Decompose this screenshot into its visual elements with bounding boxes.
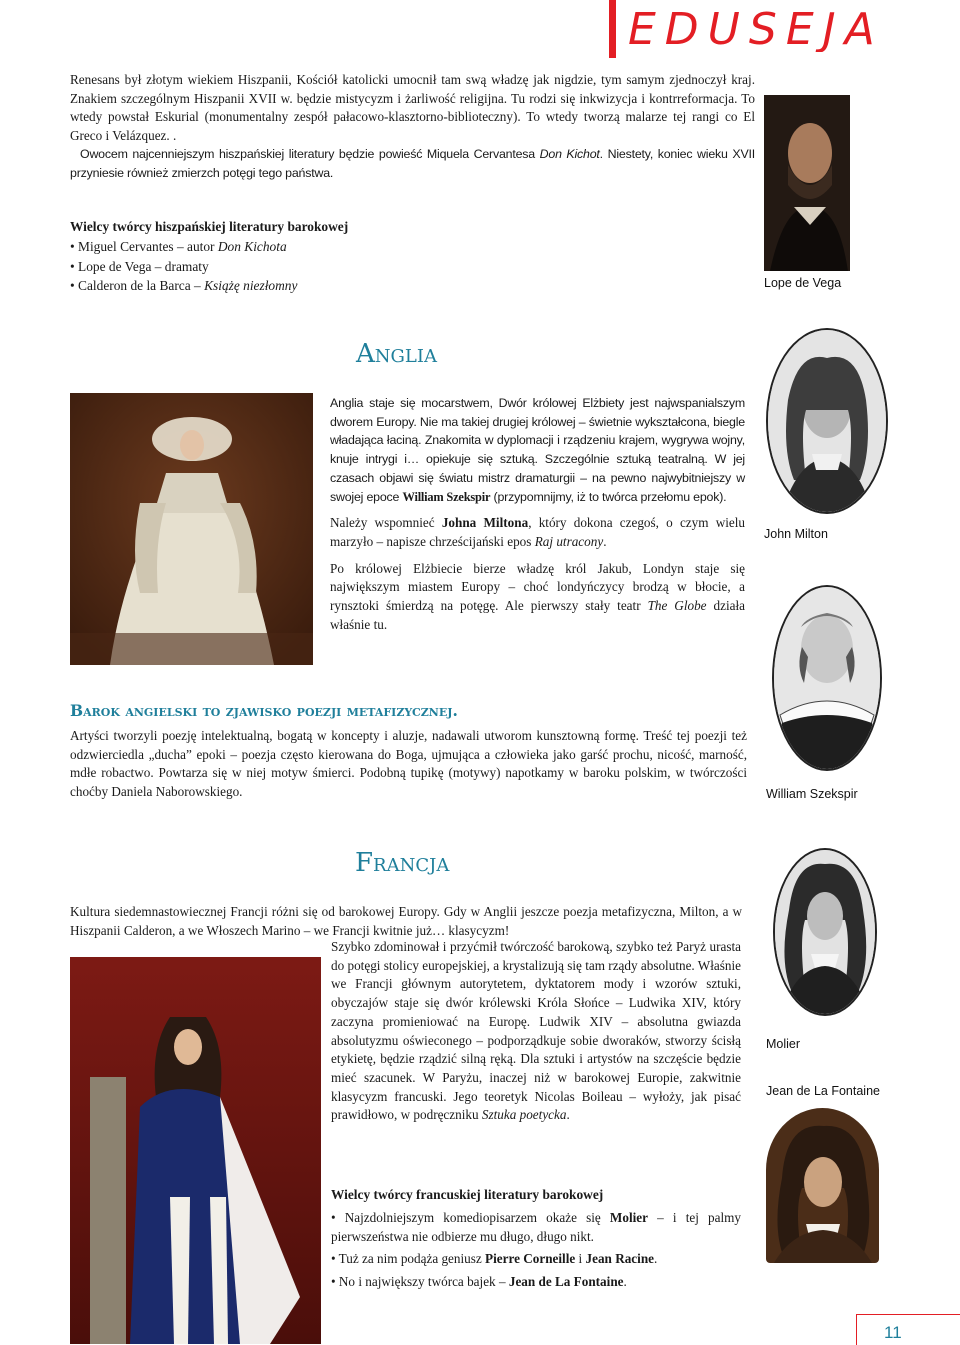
heading-francja: Francja (355, 848, 450, 878)
england-paragraph-3: Po królowej Elżbiecie bierze władzę król Jakub, Londyn staje się największym miastem Europy – choć londyńczycy brodzą w błocie, a rynsztoki śmierdzą na potęgę. Ale pierwszy stały teatr The Globe działa właśnie tu. (330, 560, 745, 632)
spain-writers-list (70, 217, 690, 296)
lope-de-vega-portrait (764, 95, 850, 271)
heading-anglia: Anglia (356, 339, 437, 369)
heading-barok-angielski: Barok angielski to zjawisko poezji metafizycznej. (70, 701, 458, 720)
page-number: 11 (884, 1323, 902, 1342)
caption-moliere: Molier (766, 1037, 801, 1051)
header-red-tab (609, 0, 616, 58)
moliere-portrait (773, 848, 877, 1016)
caption-john-milton: John Milton (764, 527, 828, 541)
spain-intro: Renesans był złotym wiekiem Hiszpanii, Kościół katolicki umocnił tam swą władzę jak nigdzie, tym samym zjednoczył kraj. Znakiem szczególnym Hiszpanii XVII w. będzie mistycyzm i żarliwość religijna. Tu rodzi się inkwizycja i kontrreformacja. To wtedy powstał Eskurial (monumentalny zespół pałacowo-klasztorno-biblioteczny). To wtedy tworzą malarze tej rangi co El Greco i Velázquez. . Owocem najcenniejszym hiszpańskiej literatury będzie powieść Miquela Cervantesa Don Kichot. Niestety, koniec wieku XVII przyniesie również zmierzch potęgi tego państwa. (70, 72, 755, 180)
list-item: • Najzdolniejszym komediopisarzem okaże się Molier – i tej palmy pierwszeństwa nie odbierze mu długo, długo nikt. (331, 1210, 742, 1244)
list-item: • Lope de Vega – dramaty (70, 258, 209, 274)
list-item: • Tuż za nim podąża geniusz Pierre Corneille i Jean Racine. (331, 1251, 658, 1267)
england-paragraph-2: Należy wspomnieć Johna Miltona, który dokona czegoś, o czym wielu marzyło – napisze chrześcijański epos Raj utracony. (330, 515, 746, 549)
footer-rule-vertical (856, 1314, 857, 1345)
france-list-title: Wielcy twórcy francuskiej literatury barokowej (331, 1187, 604, 1202)
caption-william-shakespeare: William Szekspir (766, 787, 858, 801)
baroque-paragraph: Artyści tworzyli poezję intelektualną, bogatą w koncepty i aluzje, nadawali utworom kunsztowną formę. Treść tej poezji też odzwierciedla „ducha” epoki – poezja często kierowana do Boga, ujmująca a człowieka jako garść prochu, nicość, marność, mdłe robactwo. Powtarza się w niej motyw śmierci. Podobną tupikę (motywy) napotkamy w baroku polskim, w twórczości choćby Daniela Naborowskiego. (70, 728, 747, 799)
brand-logo (624, 2, 954, 52)
france-writers-list (331, 1185, 741, 1292)
caption-jean-de-la-fontaine: Jean de La Fontaine (766, 1084, 880, 1098)
list-item: • No i największy twórca bajek – Jean de La Fontaine. (331, 1274, 627, 1290)
list-item: • Miguel Cervantes – autor Don Kichota (70, 239, 287, 254)
john-milton-portrait (766, 328, 888, 514)
france-intro: Kultura siedemnastowiecznej Francji różni się od barokowej Europy. Gdy w Anglii jeszcze poezja metafizyczna, Milton, a w Hiszpanii Calderon, a we Włoszech Marino – we Francji kwitnie już… klasycyzm! (70, 904, 742, 938)
spain-list-title: Wielcy twórcy hiszpańskiej literatury barokowej (70, 219, 349, 234)
england-text (330, 394, 745, 634)
caption-lope-de-vega: Lope de Vega (764, 276, 842, 290)
england-paragraph-1: Anglia staje się mocarstwem, Dwór królowej Elżbiety jest najwspanialszym dworem Europy. Nie ma takiej drugiej królowej – świetnie wykształcona, biegle władająca łaciną. Znakomita w dyplomacji i rządzeniu krajem, wygrywa wojny, knuje intrygi i… opiekuje się sztuką. Szczególnie sztuką teatralną. W jej czasach objawi się światu mistrz dramaturgii – na pewno najwybitniejszy w swojej epoce William Szekspir (przypomnijmy, iż to twórca przełomu epok). (330, 396, 745, 504)
brand-logo-text: EDUSEJA (628, 4, 884, 52)
la-fontaine-portrait (766, 1108, 879, 1263)
list-item: • Calderon de la Barca – Książę niezłomny (70, 278, 298, 293)
william-shakespeare-portrait (772, 585, 882, 771)
queen-elizabeth-painting (70, 393, 313, 665)
louis-xiv-painting (70, 957, 321, 1344)
france-paragraph: Szybko zdominował i przyćmił twórczość barokową, szybko też Paryż urasta do potęgi stolicy europejskiej, a krystalizują się tam rządy absolutne. Właśnie we Francji głównym autorytetem, dyktatorem mody i wzorów sztuki, obyczajów staje się dwór królewski Króla Słońce – Ludwika XIV, który zaczyna promieniować na Europę. Ludwik XIV – absolutna gwiazda absolutyzmu oświeconego – podporządkuje sobie dworaków, stworzy ścisłą etykietę, będzie rządzić silną ręką. Dla sztuki i artystów na szczęście będzie mieć szacunek. W Paryżu, inaczej niż w barokowej Europie, zakwitnie klasycyzm francuski. Jego teoretyk Nicolas Boileau – wyłoży, jak pisać prawidłowo, w podręczniku Sztuka poetycka. (331, 939, 741, 1123)
footer-rule-horizontal (856, 1314, 960, 1315)
